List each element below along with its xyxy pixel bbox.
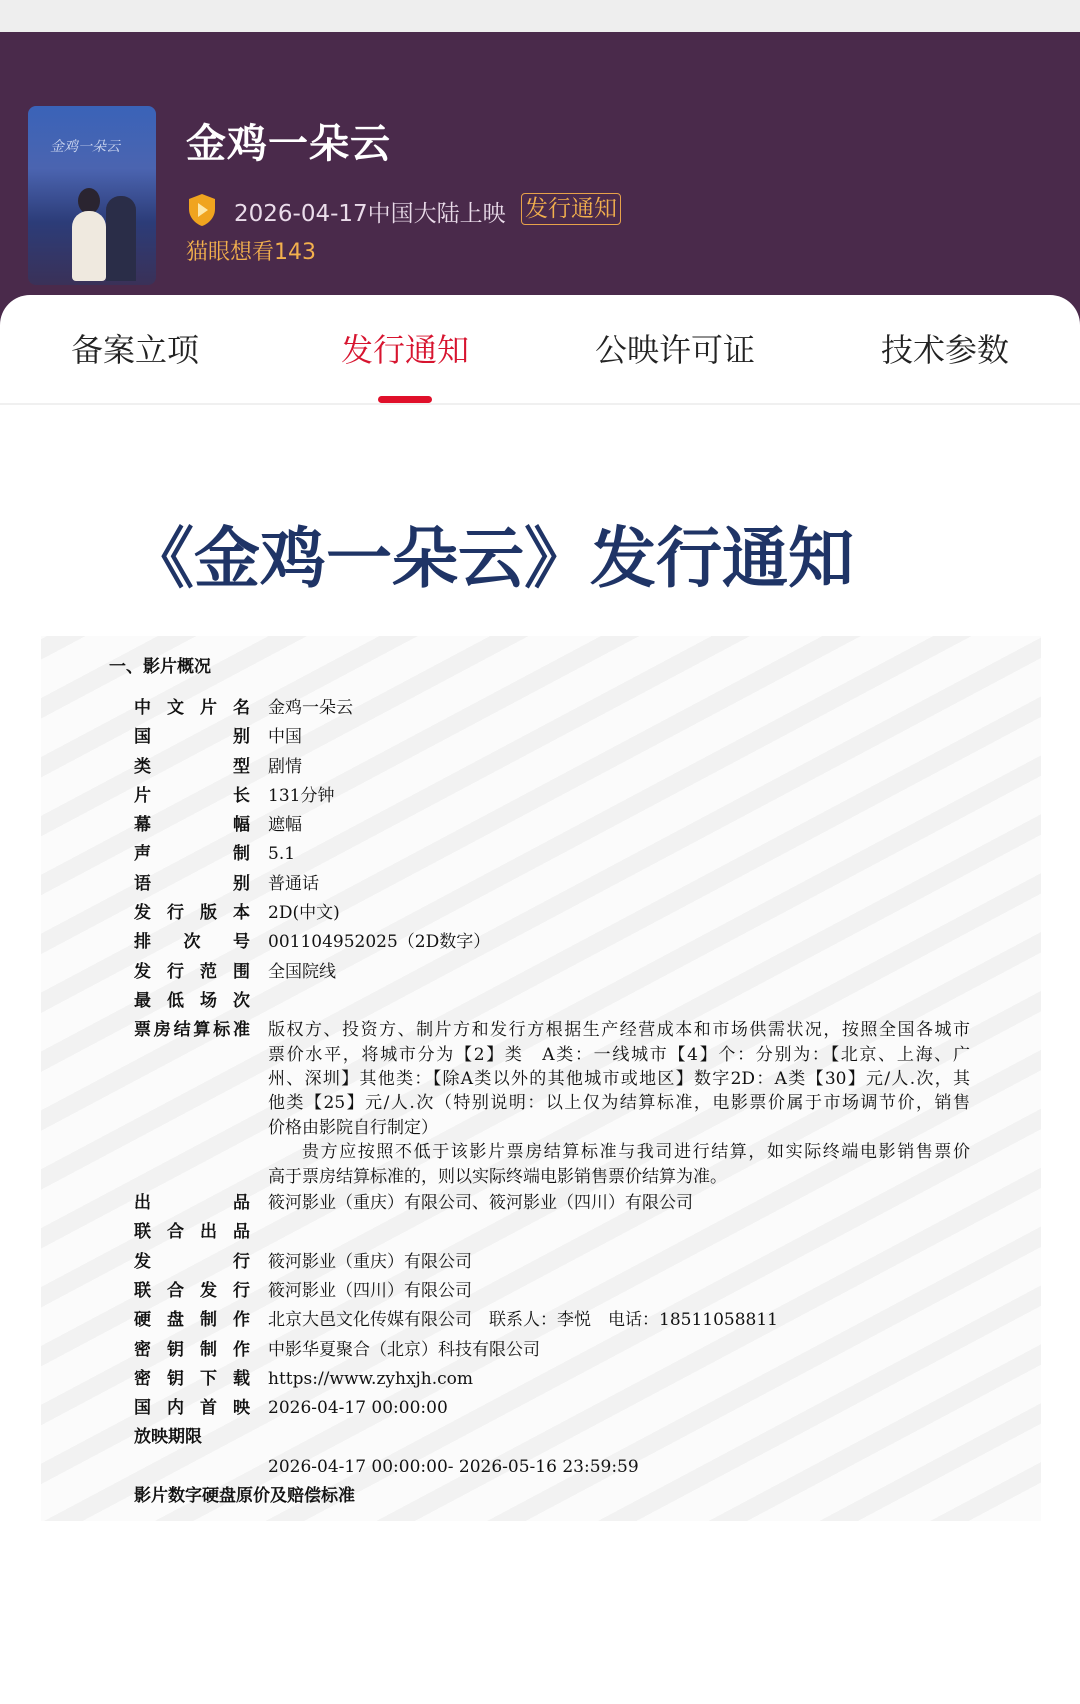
poster-figure	[72, 211, 106, 281]
release-notice-document	[41, 636, 1041, 1521]
info-row	[134, 1306, 1014, 1335]
row-label: 片长	[134, 785, 250, 806]
row-value: 中国	[268, 727, 302, 748]
poster-title: 金鸡一朵云	[50, 139, 120, 155]
info-row	[134, 782, 1014, 811]
play-shield-icon	[187, 193, 217, 227]
tab-screening-permit[interactable]: 公映许可证	[594, 331, 755, 369]
info-row	[134, 1218, 1014, 1247]
row-value: 001104952025（2D数字）	[268, 932, 491, 953]
row-value: 2026-04-17 00:00:00	[268, 1398, 448, 1419]
row-label: 类型	[134, 756, 250, 777]
row-label: 密钥制作	[134, 1339, 250, 1360]
row-value: 131分钟	[268, 785, 335, 806]
info-row	[134, 1365, 1014, 1394]
row-value: 5.1	[268, 844, 296, 865]
settlement-line: 票价水平，将城市分为【2】类 A类：一线城市【4】个：分别为：【北京、上海、广	[268, 1044, 970, 1065]
row-label: 国内首映	[134, 1398, 250, 1419]
row-value: 中影华夏聚合（北京）科技有限公司	[268, 1339, 540, 1360]
section-heading: 一、影片概况	[109, 657, 211, 677]
row-label: 票房结算标准	[134, 1020, 250, 1041]
info-row	[134, 899, 1014, 928]
row-value[interactable]: https://www.zyhxjh.com	[268, 1368, 474, 1389]
info-row	[134, 723, 1014, 752]
info-row	[134, 870, 1014, 899]
info-row	[134, 928, 1014, 957]
tab-bar	[0, 295, 1080, 405]
row-value: 全国院线	[268, 961, 336, 982]
poster-figure	[106, 196, 136, 281]
row-value: 筱河影业（四川）有限公司	[268, 1281, 472, 1301]
row-label: 放映期限	[134, 1427, 202, 1448]
row-label: 发行版本	[134, 903, 250, 924]
row-value: 北京大邑文化传媒有限公司 联系人：李悦 电话：18511058811	[268, 1310, 778, 1331]
settlement-line: 版权方、投资方、制片方和发行方根据生产经营成本和市场供需状况，按照全国各城市	[268, 1020, 970, 1041]
info-row	[134, 1336, 1014, 1365]
row-label: 排次号	[134, 932, 250, 953]
row-label: 联合发行	[134, 1281, 250, 1301]
tab-label: 发行通知	[340, 331, 469, 369]
info-table	[134, 694, 1014, 1511]
row-value: 筱河影业（重庆）有限公司	[268, 1251, 472, 1272]
info-row	[134, 987, 1014, 1016]
row-label: 声制	[134, 844, 250, 865]
row-label: 联合出品	[134, 1222, 250, 1243]
settlement-line: 他类【25】元/人.次（特别说明：以上仅为结算标准，电影票价属于市场调节价，销售	[268, 1093, 970, 1114]
tab-release-notice[interactable]	[270, 295, 540, 403]
info-row	[134, 1277, 1014, 1306]
settlement-text	[268, 1016, 970, 1189]
release-info: 2026-04-17中国大陆上映	[234, 201, 506, 227]
settlement-line: 州、深圳】其他类：【除A类以外的其他城市或地区】数字2D：A类【30】元/人.次，其	[268, 1069, 970, 1090]
row-label: 发行	[134, 1251, 250, 1272]
info-row	[134, 1453, 1014, 1482]
info-row	[134, 811, 1014, 840]
info-row	[134, 694, 1014, 723]
tab-tech-params[interactable]: 技术参数	[880, 331, 1009, 369]
row-label: 国别	[134, 727, 250, 748]
row-label: 硬盘制作	[134, 1310, 250, 1331]
row-value: 遮幅	[268, 815, 302, 836]
settlement-line: 贵方应按照不低于该影片票房结算标准与我司进行结算，如实际终端电影销售票价	[302, 1142, 970, 1163]
info-row	[134, 1189, 1014, 1218]
row-label: 出品	[134, 1193, 250, 1214]
row-value: 2026-04-17 00:00:00- 2026-05-16 23:59:59	[268, 1456, 639, 1477]
row-label: 影片数字硬盘原价及赔偿标准	[134, 1486, 355, 1507]
row-value: 金鸡一朵云	[268, 698, 353, 718]
release-notice-tag[interactable]: 发行通知	[521, 193, 621, 225]
movie-header	[0, 32, 1080, 332]
info-row	[134, 958, 1014, 987]
row-value: 剧情	[268, 756, 302, 777]
status-bar	[0, 0, 1080, 32]
row-label: 中文片名	[134, 698, 250, 718]
tab-filing[interactable]: 备案立项	[70, 331, 199, 369]
movie-poster[interactable]	[28, 106, 156, 285]
info-row	[134, 753, 1014, 782]
row-value: 筱河影业（重庆）有限公司、筱河影业（四川）有限公司	[268, 1193, 693, 1214]
active-tab-indicator	[378, 396, 432, 403]
info-row	[134, 1482, 1014, 1511]
row-value: 普通话	[268, 873, 319, 894]
row-label: 密钥下载	[134, 1368, 250, 1389]
info-row	[134, 1394, 1014, 1423]
row-label: 发行范围	[134, 961, 250, 982]
info-row	[134, 1248, 1014, 1277]
row-value: 2D(中文)	[268, 903, 340, 924]
row-label: 最低场次	[134, 990, 250, 1011]
info-row	[134, 1016, 1014, 1189]
settlement-line: 价格由影院自行制定）	[268, 1117, 438, 1138]
movie-title: 金鸡一朵云	[186, 121, 391, 167]
row-label: 幕幅	[134, 815, 250, 836]
info-row	[134, 1423, 1014, 1452]
settlement-line: 高于票房结算标准的，则以实际终端电影销售票价结算为准。	[268, 1166, 727, 1187]
info-row	[134, 840, 1014, 869]
row-label: 语别	[134, 873, 250, 894]
want-to-see-count: 猫眼想看143	[186, 240, 316, 265]
document-title: 《金鸡一朵云》发行通知	[128, 520, 854, 597]
